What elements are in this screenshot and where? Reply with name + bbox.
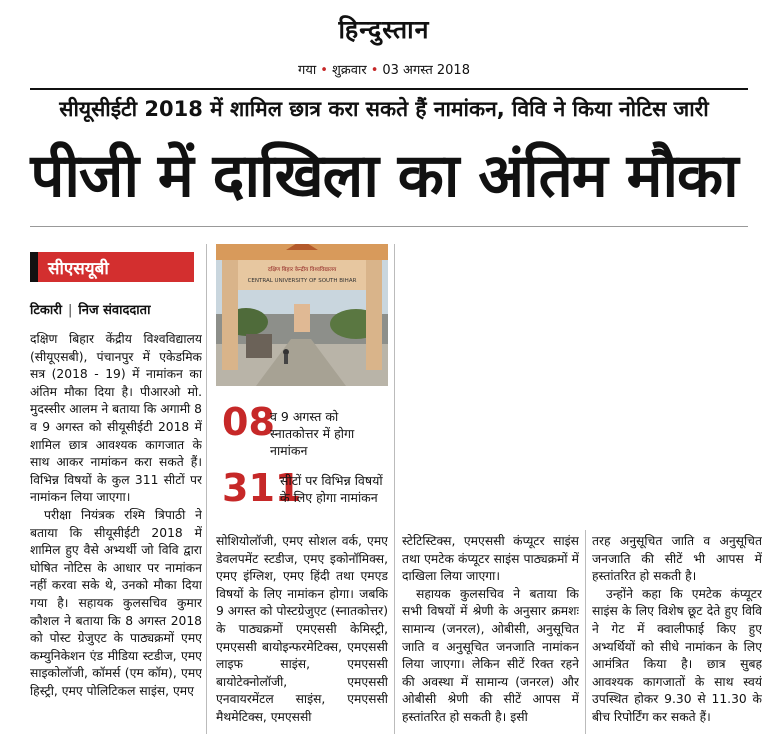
dateline-dot: •: [370, 63, 379, 78]
article-column-4: [592, 533, 762, 733]
stat-item: [216, 400, 388, 460]
top-rule: [30, 88, 748, 90]
campus-gate-image: [216, 244, 388, 386]
article-column-2: [216, 533, 388, 733]
paragraph: स्टेटिस्टिक्स, एमएससी कंप्यूटर साइंस तथा एमटेक कंप्यूटर साइंस पाठ्यक्रमों में दाखिला लिया जाएगा।: [402, 534, 579, 584]
newspaper-masthead: हिन्दुस्तान: [338, 15, 430, 44]
paragraph: सहायक कुलसचिव ने बताया कि सभी विषयों में श्रेणी के अनुसार क्रमशः सामान्य (जनरल), ओबीसी, अनुसूचित जाति व अनुसूचित जनजाति नामांकन लिया जाएगा। लेकिन सीटें रिक्त रहने की अवस्था में सामान्य (जनरल) और ओबीसी श्रेणी की सीटें आपस में हस्तांतरित हो सकती है। इसी: [402, 586, 579, 724]
stat-item: [216, 466, 388, 526]
tag-bar: [30, 252, 38, 282]
byline-reporter: निज संवाददाता: [78, 303, 151, 318]
dateline: [0, 60, 768, 78]
paragraph: उन्होंने कहा कि एमटेक कंप्यूटर साइंस के लिए विशेष छूट देते हुए विवि ने गेट में क्वालीफाई किए हुए अभ्यर्थियों को सीधे नामांकन के लिए आमंत्रित किया है। छात्र सुबह आवश्यक कागजातों के साथ स्वयं उपस्थित होकर 9.30 से 11.30 के बीच रिपोर्टिंग कर सकते हैं।: [592, 586, 762, 724]
column-divider: [585, 530, 586, 734]
stat-text: सीटों पर विभिन्न विषयों के लिए होगा नामांकन: [280, 473, 383, 505]
column-divider: [394, 244, 395, 734]
article-column-1: [30, 331, 202, 731]
gate-sign-english: CENTRAL UNIVERSITY OF SOUTH BIHAR: [247, 278, 357, 284]
article-column-3: [402, 533, 579, 733]
paragraph: तरह अनुसूचित जाति व अनुसूचित जनजाति की सीटें भी आपस में हस्तांतरित हो सकती है।: [592, 534, 762, 584]
gate-sign-hindi: दक्षिण बिहार केन्द्रीय विश्वविद्यालय: [267, 267, 337, 273]
dateline-dot: •: [320, 63, 328, 78]
dateline-date: 03 अगस्त 2018: [382, 63, 470, 78]
kicker-headline: सीयूसीईटी 2018 में शामिल छात्र करा सकते हैं नामांकन, विवि ने किया नोटिस जारी: [59, 97, 709, 121]
byline-separator: |: [67, 303, 73, 318]
paragraph: दक्षिण बिहार केंद्रीय विश्वविद्यालय (सीयूएसबी), पंचानपुर में एकेडमिक सत्र (2018 - 19) में नामांकन का अंतिम मौका दिया है। पीआरओ मो. मुदस्सीर आलम ने बताया कि अगामी 8 व 9 अगस्त को सीयूसीईटी 2018 में शामिल छात्र आवश्यक कागजात के साथ आकर नामांकन करा सकते हैं। विभिन्न विषयों के कुल 311 सीटों पर नामांकन लिया जाएगा।: [30, 332, 202, 505]
stat-text: व 9 अगस्त को स्नातकोत्तर में होगा नामांकन: [270, 409, 355, 458]
stats-box: [216, 392, 388, 530]
stat-number: 311: [222, 466, 302, 510]
main-headline: पीजी में दाखिला का अंतिम मौका: [30, 141, 738, 211]
dateline-city: गया: [298, 63, 317, 78]
section-tag: [30, 252, 194, 282]
stat-number: 08: [222, 400, 275, 444]
byline: [30, 300, 150, 318]
paragraph: सोशियोलॉजी, एमए सोशल वर्क, एमए डेवलपमेंट स्टडीज, एमए इकोनॉमिक्स, एमए इंग्लिश, एमए हिंदी तथा एमएड विषयों के लिए नामांकन होगा। जबकि 9 अगस्त को पोस्टग्रेजुएट (स्नातकोत्तर) के पाठ्यक्रमों एमएससी केमिस्ट्री, एमएससी बायोइन्फरमेटिक्स, एमएससी लाइफ साइंस, एमएससी बायोटेक्नोलॉजी, एमएससी एनवायरमेंटल साइंस, एमएससी मैथमेटिक्स, एमएससी: [216, 534, 388, 724]
headline-rule: [30, 226, 748, 227]
byline-place: टिकारी: [30, 303, 62, 318]
paragraph: परीक्षा नियंत्रक रश्मि त्रिपाठी ने बताया कि सीयूसीईटी 2018 में शामिल हुए वैसे अभ्यर्थी जो विवि द्वारा घोषित नोटिस के आधार पर नामांकन नहीं करवा सके थे, उनको मौका दिया गया है। सहायक कुलसचिव कुमार कौशल ने बताया कि 8 अगस्त 2018 को पोस्ट ग्रेजुएट के पाठ्यक्रमों एमए कम्युनिकेशन एंड मीडिया स्टडीज, एमए साइकोलॉजी, कॉमर्स (एम कॉम), एमए हिस्ट्री, एमए पोलिटिकल साइंस, एमए: [30, 507, 202, 698]
campus-gate-photo: [216, 244, 388, 386]
tag-label: सीएसयूबी: [48, 259, 109, 279]
dateline-day: शुक्रवार: [331, 63, 367, 78]
column-divider: [206, 244, 207, 734]
